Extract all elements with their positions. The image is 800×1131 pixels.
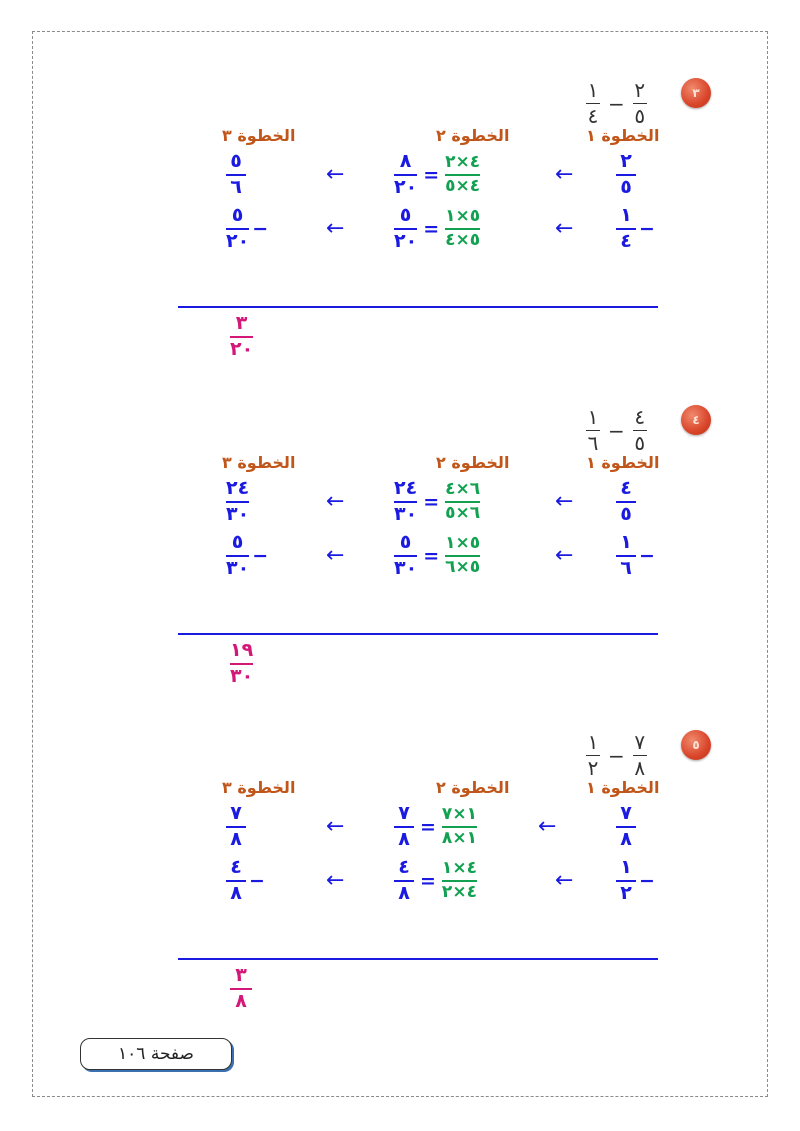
answer-fraction-denominator: ٨ [235,989,247,1012]
expression-fraction-b [586,80,600,127]
step3-fraction [226,858,246,904]
step3-fraction-denominator: ٦ [230,175,242,198]
step2-multiplication-fraction-numerator: ٤×١ [441,858,477,879]
step3-fraction-numerator: ٥ [231,531,244,553]
step2-multiplication-fraction-denominator: ٤×٢ [441,881,477,902]
step1-cell [616,479,636,525]
step1-fraction-denominator: ٨ [620,827,632,850]
step3-fraction-denominator: ٣٠ [226,556,250,579]
step1-fraction-denominator: ٢ [620,881,632,904]
step1-fraction [616,152,636,198]
step2-result-fraction-numerator: ٤ [398,856,410,878]
answer-fraction-numerator: ٣ [235,312,248,334]
step2-result-fraction-numerator: ٨ [399,150,412,172]
arrow-icon: ← [326,489,345,514]
answer [230,966,252,1012]
expression-fraction-a [633,407,647,454]
page-number-label: صفحة ١٠٦ [80,1038,232,1070]
expression-fraction-a [633,80,647,127]
step1-fraction-numerator: ٢ [620,150,632,172]
expression-fraction-b-denominator: ٤ [587,104,599,128]
step3-fraction-denominator: ٢٠ [226,229,250,252]
step2-cell [394,804,477,850]
exercise-block [0,730,800,1040]
step3-fraction [226,479,249,525]
step2-result-fraction [394,858,414,904]
equals-sign: = [423,544,440,567]
step2-multiplication-fraction-numerator: ٤×٢ [445,152,481,173]
equals-sign: = [420,815,436,838]
arrow-icon: ← [555,543,574,568]
step2-result-fraction-denominator: ٣٠ [394,556,418,579]
negative-sign: − [252,217,269,240]
step3-fraction-numerator: ٤ [230,856,242,878]
step1-fraction [616,858,636,904]
step1-fraction [616,479,636,525]
expression-fraction-b-denominator: ٦ [587,431,599,455]
step2-multiplication-fraction-denominator: ٥×٦ [445,556,481,577]
step3-fraction-denominator: ٨ [230,881,242,904]
step-label-3: الخطوة ٣ [222,126,296,145]
step3-fraction [226,533,249,579]
step1-cell [616,533,655,579]
negative-sign: − [639,217,655,240]
step3-cell [226,206,268,252]
step2-multiplication-fraction [445,535,480,577]
step3-cell [226,479,249,525]
step-label-2: الخطوة ٢ [436,453,510,472]
step2-result-fraction [394,479,417,525]
step3-cell [226,152,246,198]
step2-result-fraction [394,804,414,850]
step2-result-fraction-numerator: ٥ [399,204,412,226]
step1-cell [616,858,655,904]
step1-fraction-denominator: ٤ [620,229,632,252]
step2-multiplication-fraction [445,481,480,523]
step2-multiplication-fraction [445,208,480,250]
step1-fraction-numerator: ٤ [620,477,632,499]
exercise-number-badge: ٤ [681,405,711,435]
step3-fraction-numerator: ٧ [230,802,242,824]
expression-fraction-a-numerator: ٤ [634,405,646,429]
step2-cell [394,152,480,198]
answer-fraction [230,314,253,360]
expression-fraction-a [633,732,647,779]
step2-multiplication-fraction [442,806,477,848]
step3-fraction-numerator: ٥ [230,150,242,172]
step2-result-fraction [394,206,417,252]
negative-sign: − [639,869,655,892]
minus-sign: − [608,418,625,443]
answer-fraction-numerator: ١٩ [230,639,254,661]
arrow-icon: ← [326,162,345,187]
expression-fraction-a-numerator: ٧ [634,730,646,754]
equals-sign: = [423,163,440,186]
step1-fraction [616,804,636,850]
step2-multiplication-fraction [445,154,480,196]
step-label-1: الخطوة ١ [586,778,660,797]
negative-sign: − [249,869,265,892]
expression-fraction-b-numerator: ١ [587,78,599,102]
step1-fraction-denominator: ٥ [620,175,632,198]
step2-result-fraction-denominator: ٢٠ [394,175,418,198]
expression-fraction-a-denominator: ٥ [634,431,646,455]
expression-fraction-b-denominator: ٢ [587,756,599,780]
step1-cell [616,152,636,198]
equals-sign: = [423,217,440,240]
step2-cell [394,479,480,525]
step1-fraction [616,206,636,252]
answer-fraction-denominator: ٣٠ [230,664,254,687]
step2-multiplication-fraction-numerator: ٦×٤ [445,479,481,500]
step2-multiplication-fraction-denominator: ١×٨ [441,827,477,848]
exercise-expression [586,407,647,454]
step2-multiplication-fraction-numerator: ٥×١ [445,206,481,227]
step3-cell [226,804,246,850]
step2-result-fraction-denominator: ٨ [398,881,410,904]
step3-fraction [226,152,246,198]
answer [230,641,253,687]
step2-multiplication-fraction-numerator: ١×٧ [441,804,477,825]
arrow-icon: ← [326,216,345,241]
step2-cell [394,858,477,904]
negative-sign: − [639,544,655,567]
step1-fraction-numerator: ١ [620,531,632,553]
step2-multiplication-fraction-numerator: ٥×١ [445,533,481,554]
step-label-2: الخطوة ٢ [436,778,510,797]
expression-fraction-a-denominator: ٨ [634,756,646,780]
answer-fraction [230,641,253,687]
step2-cell [394,533,480,579]
step3-fraction-denominator: ٨ [230,827,242,850]
exercise-expression [586,80,647,127]
arrow-icon: ← [326,543,345,568]
step1-fraction-denominator: ٥ [620,502,632,525]
arrow-icon: ← [555,162,574,187]
step3-fraction-numerator: ٥ [231,204,244,226]
exercise-expression [586,732,647,779]
step-label-3: الخطوة ٣ [222,453,296,472]
step2-result-fraction-denominator: ٣٠ [394,502,418,525]
step1-fraction-denominator: ٦ [620,556,632,579]
expression-fraction-b-numerator: ١ [587,730,599,754]
step2-result-fraction [394,533,417,579]
step3-cell [226,858,265,904]
equals-sign: = [423,490,440,513]
equals-sign: = [420,869,436,892]
step1-fraction [616,533,636,579]
step2-result-fraction-denominator: ٨ [398,827,410,850]
step1-cell [616,804,636,850]
step2-result-fraction-numerator: ٢٤ [394,477,418,499]
step3-fraction [226,804,246,850]
answer-fraction [230,966,252,1012]
subtraction-line [178,633,658,635]
step3-fraction-numerator: ٢٤ [226,477,250,499]
step-label-3: الخطوة ٣ [222,778,296,797]
step2-cell [394,206,480,252]
step1-fraction-numerator: ٧ [620,802,632,824]
expression-fraction-b [586,407,600,454]
step-label-1: الخطوة ١ [586,126,660,145]
exercise-number-badge: ٣ [681,78,711,108]
step2-result-fraction-numerator: ٧ [398,802,410,824]
arrow-icon: ← [326,814,345,839]
arrow-icon: ← [326,868,345,893]
subtraction-line [178,306,658,308]
step2-result-fraction-numerator: ٥ [399,531,412,553]
step2-multiplication-fraction-denominator: ٥×٤ [445,229,481,250]
step2-result-fraction-denominator: ٢٠ [394,229,418,252]
negative-sign: − [252,544,269,567]
step2-result-fraction [394,152,417,198]
step3-cell [226,533,268,579]
minus-sign: − [608,91,625,116]
answer-fraction-denominator: ٢٠ [230,337,254,360]
answer [230,314,253,360]
step-label-2: الخطوة ٢ [436,126,510,145]
step3-fraction [226,206,249,252]
step3-fraction-denominator: ٣٠ [226,502,250,525]
exercise-block [0,405,800,715]
step2-multiplication-fraction [442,860,477,902]
expression-fraction-b-numerator: ١ [587,405,599,429]
arrow-icon: ← [538,814,557,839]
minus-sign: − [608,743,625,768]
step1-fraction-numerator: ١ [620,856,632,878]
exercise-block [0,78,800,388]
step2-multiplication-fraction-denominator: ٤×٥ [445,175,481,196]
expression-fraction-b [586,732,600,779]
subtraction-line [178,958,658,960]
expression-fraction-a-numerator: ٢ [634,78,646,102]
step1-fraction-numerator: ١ [620,204,632,226]
answer-fraction-numerator: ٣ [235,964,247,986]
expression-fraction-a-denominator: ٥ [634,104,646,128]
step-label-1: الخطوة ١ [586,453,660,472]
exercise-number-badge: ٥ [681,730,711,760]
step2-multiplication-fraction-denominator: ٦×٥ [445,502,481,523]
step1-cell [616,206,655,252]
arrow-icon: ← [555,216,574,241]
arrow-icon: ← [555,489,574,514]
arrow-icon: ← [555,868,574,893]
